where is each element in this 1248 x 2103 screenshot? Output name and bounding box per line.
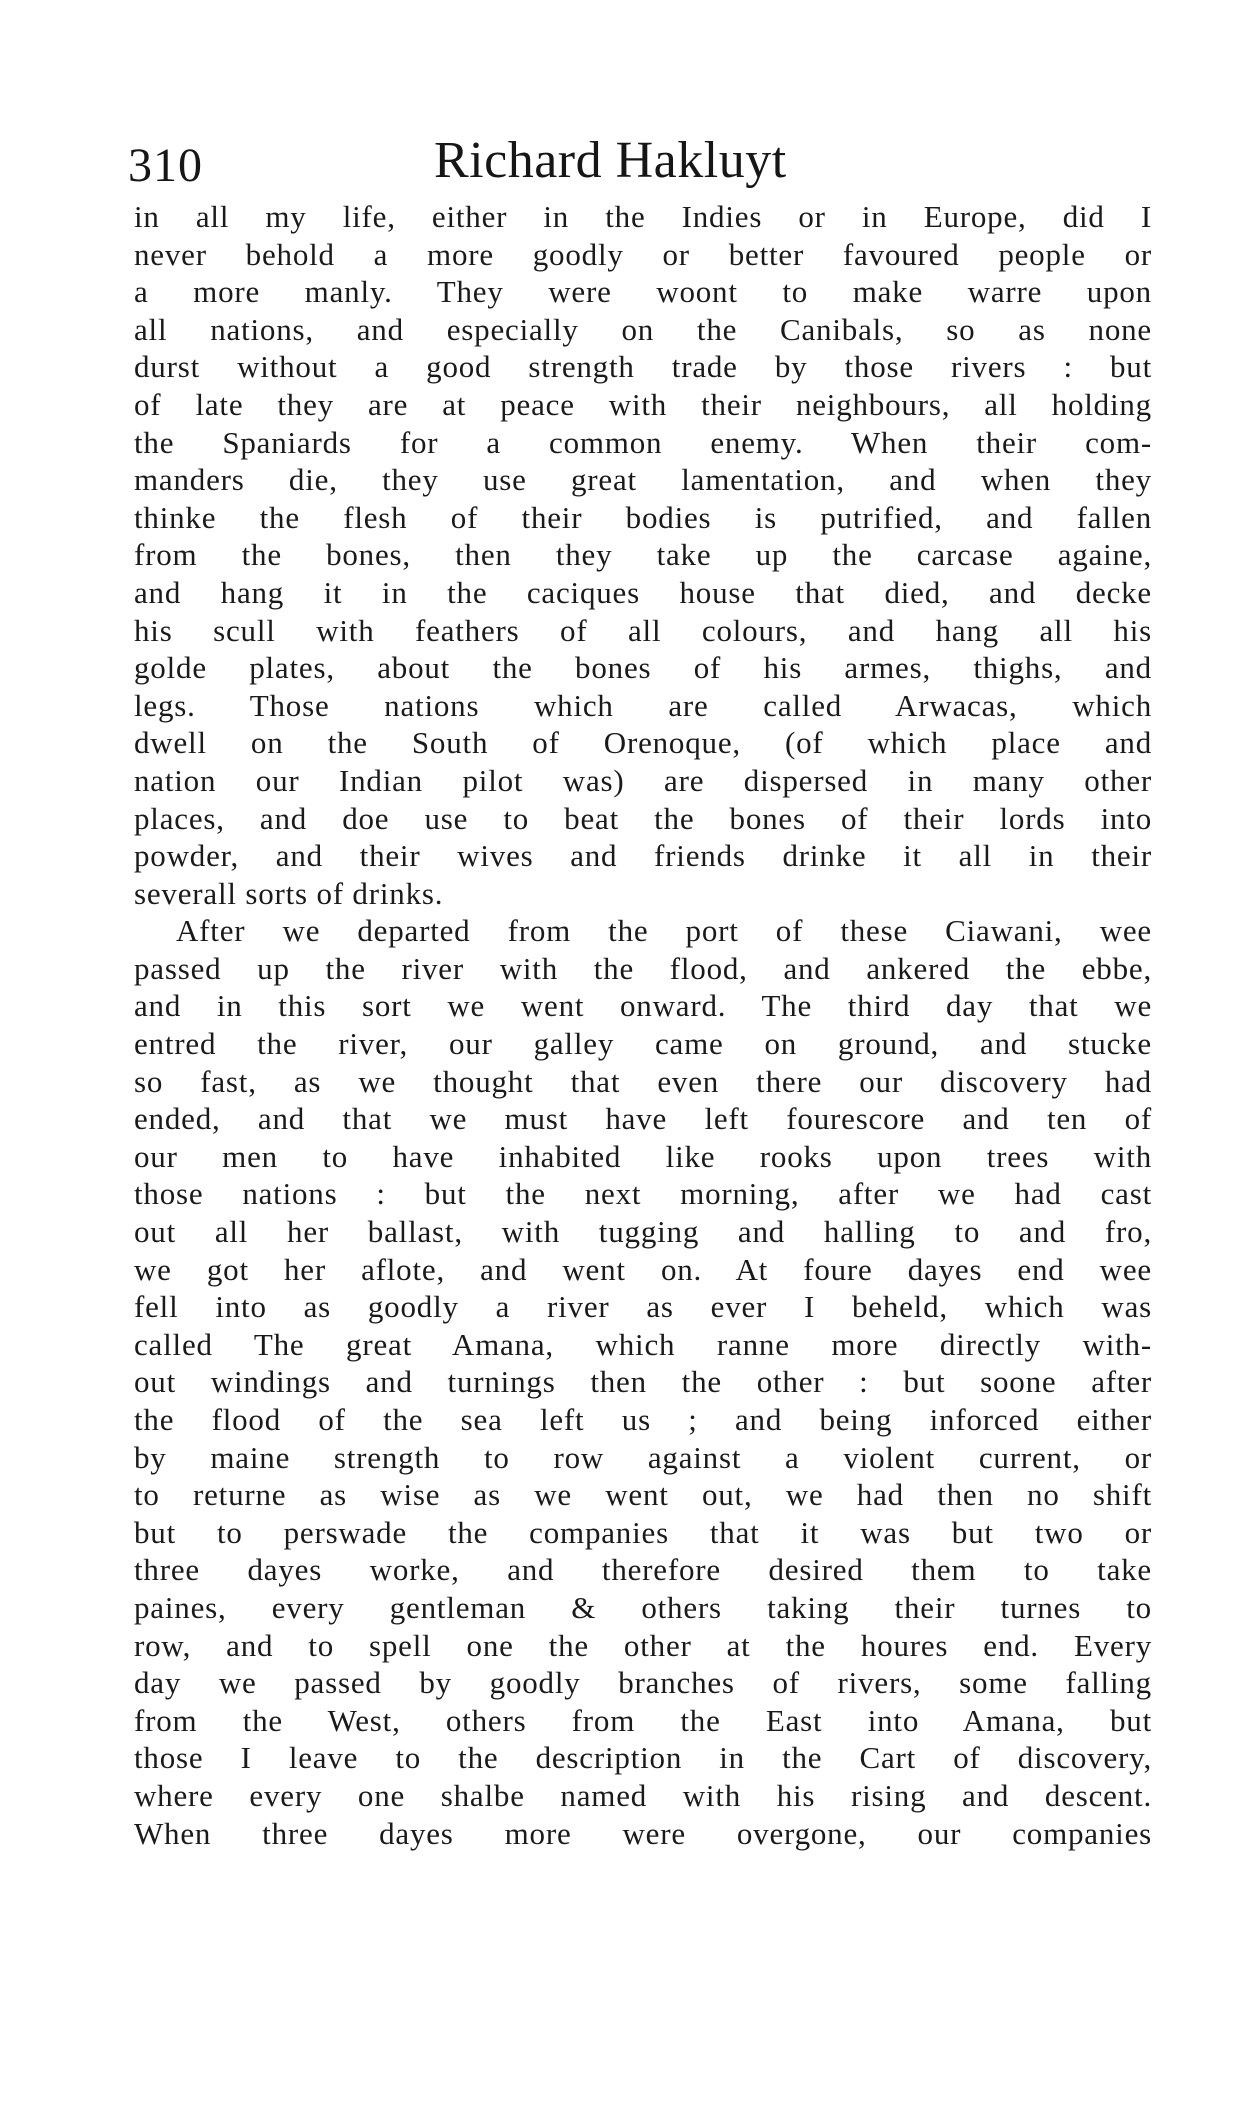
text-line: never behold a more goodly or better favoured people or xyxy=(134,236,1152,272)
text-line: When three dayes more were overgone, our companies xyxy=(134,1815,1152,1851)
text-line: the flood of the sea left us ; and being inforced either xyxy=(134,1402,1152,1437)
text-line: where every one shalbe named with his rising and descent. xyxy=(134,1777,1152,1813)
text-line: those I leave to the description in the Cart of discovery, xyxy=(134,1740,1152,1776)
text-line: fell into as goodly a river as ever I beheld, which was xyxy=(134,1289,1152,1325)
text-line: row, and to spell one the other at the houres end. Every xyxy=(134,1627,1152,1663)
text-line: severall sorts of drinks. xyxy=(134,875,444,911)
text-line: places, and doe use to beat the bones of their lords into xyxy=(134,800,1152,836)
text-line: from the West, others from the East into Amana, but xyxy=(134,1702,1152,1738)
text-line: the Spaniards for a common enemy. When their com- xyxy=(134,424,1152,460)
text-line: by maine strength to row against a violent current, or xyxy=(134,1439,1152,1475)
text-line: we got her aflote, and went on. At foure dayes end wee xyxy=(134,1251,1152,1287)
text-line: those nations : but the next morning, after we had cast xyxy=(134,1176,1152,1212)
body-text xyxy=(134,198,1152,1852)
text-line: out all her ballast, with tugging and halling to and fro, xyxy=(134,1214,1152,1250)
text-line: to returne as wise as we went out, we had then no shift xyxy=(134,1477,1152,1513)
text-line: After we departed from the port of these Ciawani, wee xyxy=(176,913,1152,949)
text-line: of late they are at peace with their neighbours, all holding xyxy=(134,386,1152,422)
text-line: three dayes worke, and therefore desired them to take xyxy=(134,1552,1152,1588)
text-line: and hang it in the caciques house that died, and decke xyxy=(134,574,1152,610)
text-line: from the bones, then they take up the carcase againe, xyxy=(134,537,1152,573)
text-line: so fast, as we thought that even there our discovery had xyxy=(134,1063,1152,1099)
text-line: a more manly. They were woont to make warre upon xyxy=(134,274,1152,310)
text-line: in all my life, either in the Indies or in Europe, did I xyxy=(134,199,1152,234)
text-line: but to perswade the companies that it was but two or xyxy=(134,1514,1152,1550)
text-line: out windings and turnings then the other : but soone after xyxy=(134,1364,1152,1400)
text-line: dwell on the South of Orenoque, (of which place and xyxy=(134,725,1152,761)
text-line: paines, every gentleman & others taking their turnes to xyxy=(134,1589,1152,1625)
text-line: thinke the flesh of their bodies is putrified, and fallen xyxy=(134,499,1152,535)
page-number: 310 xyxy=(128,139,203,192)
text-line: his scull with feathers of all colours, and hang all his xyxy=(134,612,1152,648)
text-line: golde plates, about the bones of his armes, thighs, and xyxy=(134,650,1152,686)
text-line: all nations, and especially on the Canibals, so as none xyxy=(134,311,1152,347)
text-line: manders die, they use great lamentation, and when they xyxy=(134,462,1152,498)
text-line: nation our Indian pilot was) are dispersed in many other xyxy=(134,762,1152,798)
text-line: entred the river, our galley came on ground, and stucke xyxy=(134,1026,1152,1062)
text-line: powder, and their wives and friends drinke it all in their xyxy=(134,838,1152,874)
text-line: legs. Those nations which are called Arwacas, which xyxy=(134,687,1152,723)
text-line: and in this sort we went onward. The third day that we xyxy=(134,988,1152,1024)
text-line: our men to have inhabited like rooks upon trees with xyxy=(134,1138,1152,1174)
running-head: Richard Hakluyt xyxy=(434,132,787,189)
text-line: ended, and that we must have left fourescore and ten of xyxy=(134,1101,1152,1137)
text-line: day we passed by goodly branches of rivers, some falling xyxy=(134,1665,1152,1701)
text-line: passed up the river with the flood, and ankered the ebbe, xyxy=(134,950,1152,986)
text-line: called The great Amana, which ranne more directly with- xyxy=(134,1326,1152,1362)
text-line: durst without a good strength trade by those rivers : but xyxy=(134,349,1152,385)
page-header xyxy=(128,130,1148,200)
